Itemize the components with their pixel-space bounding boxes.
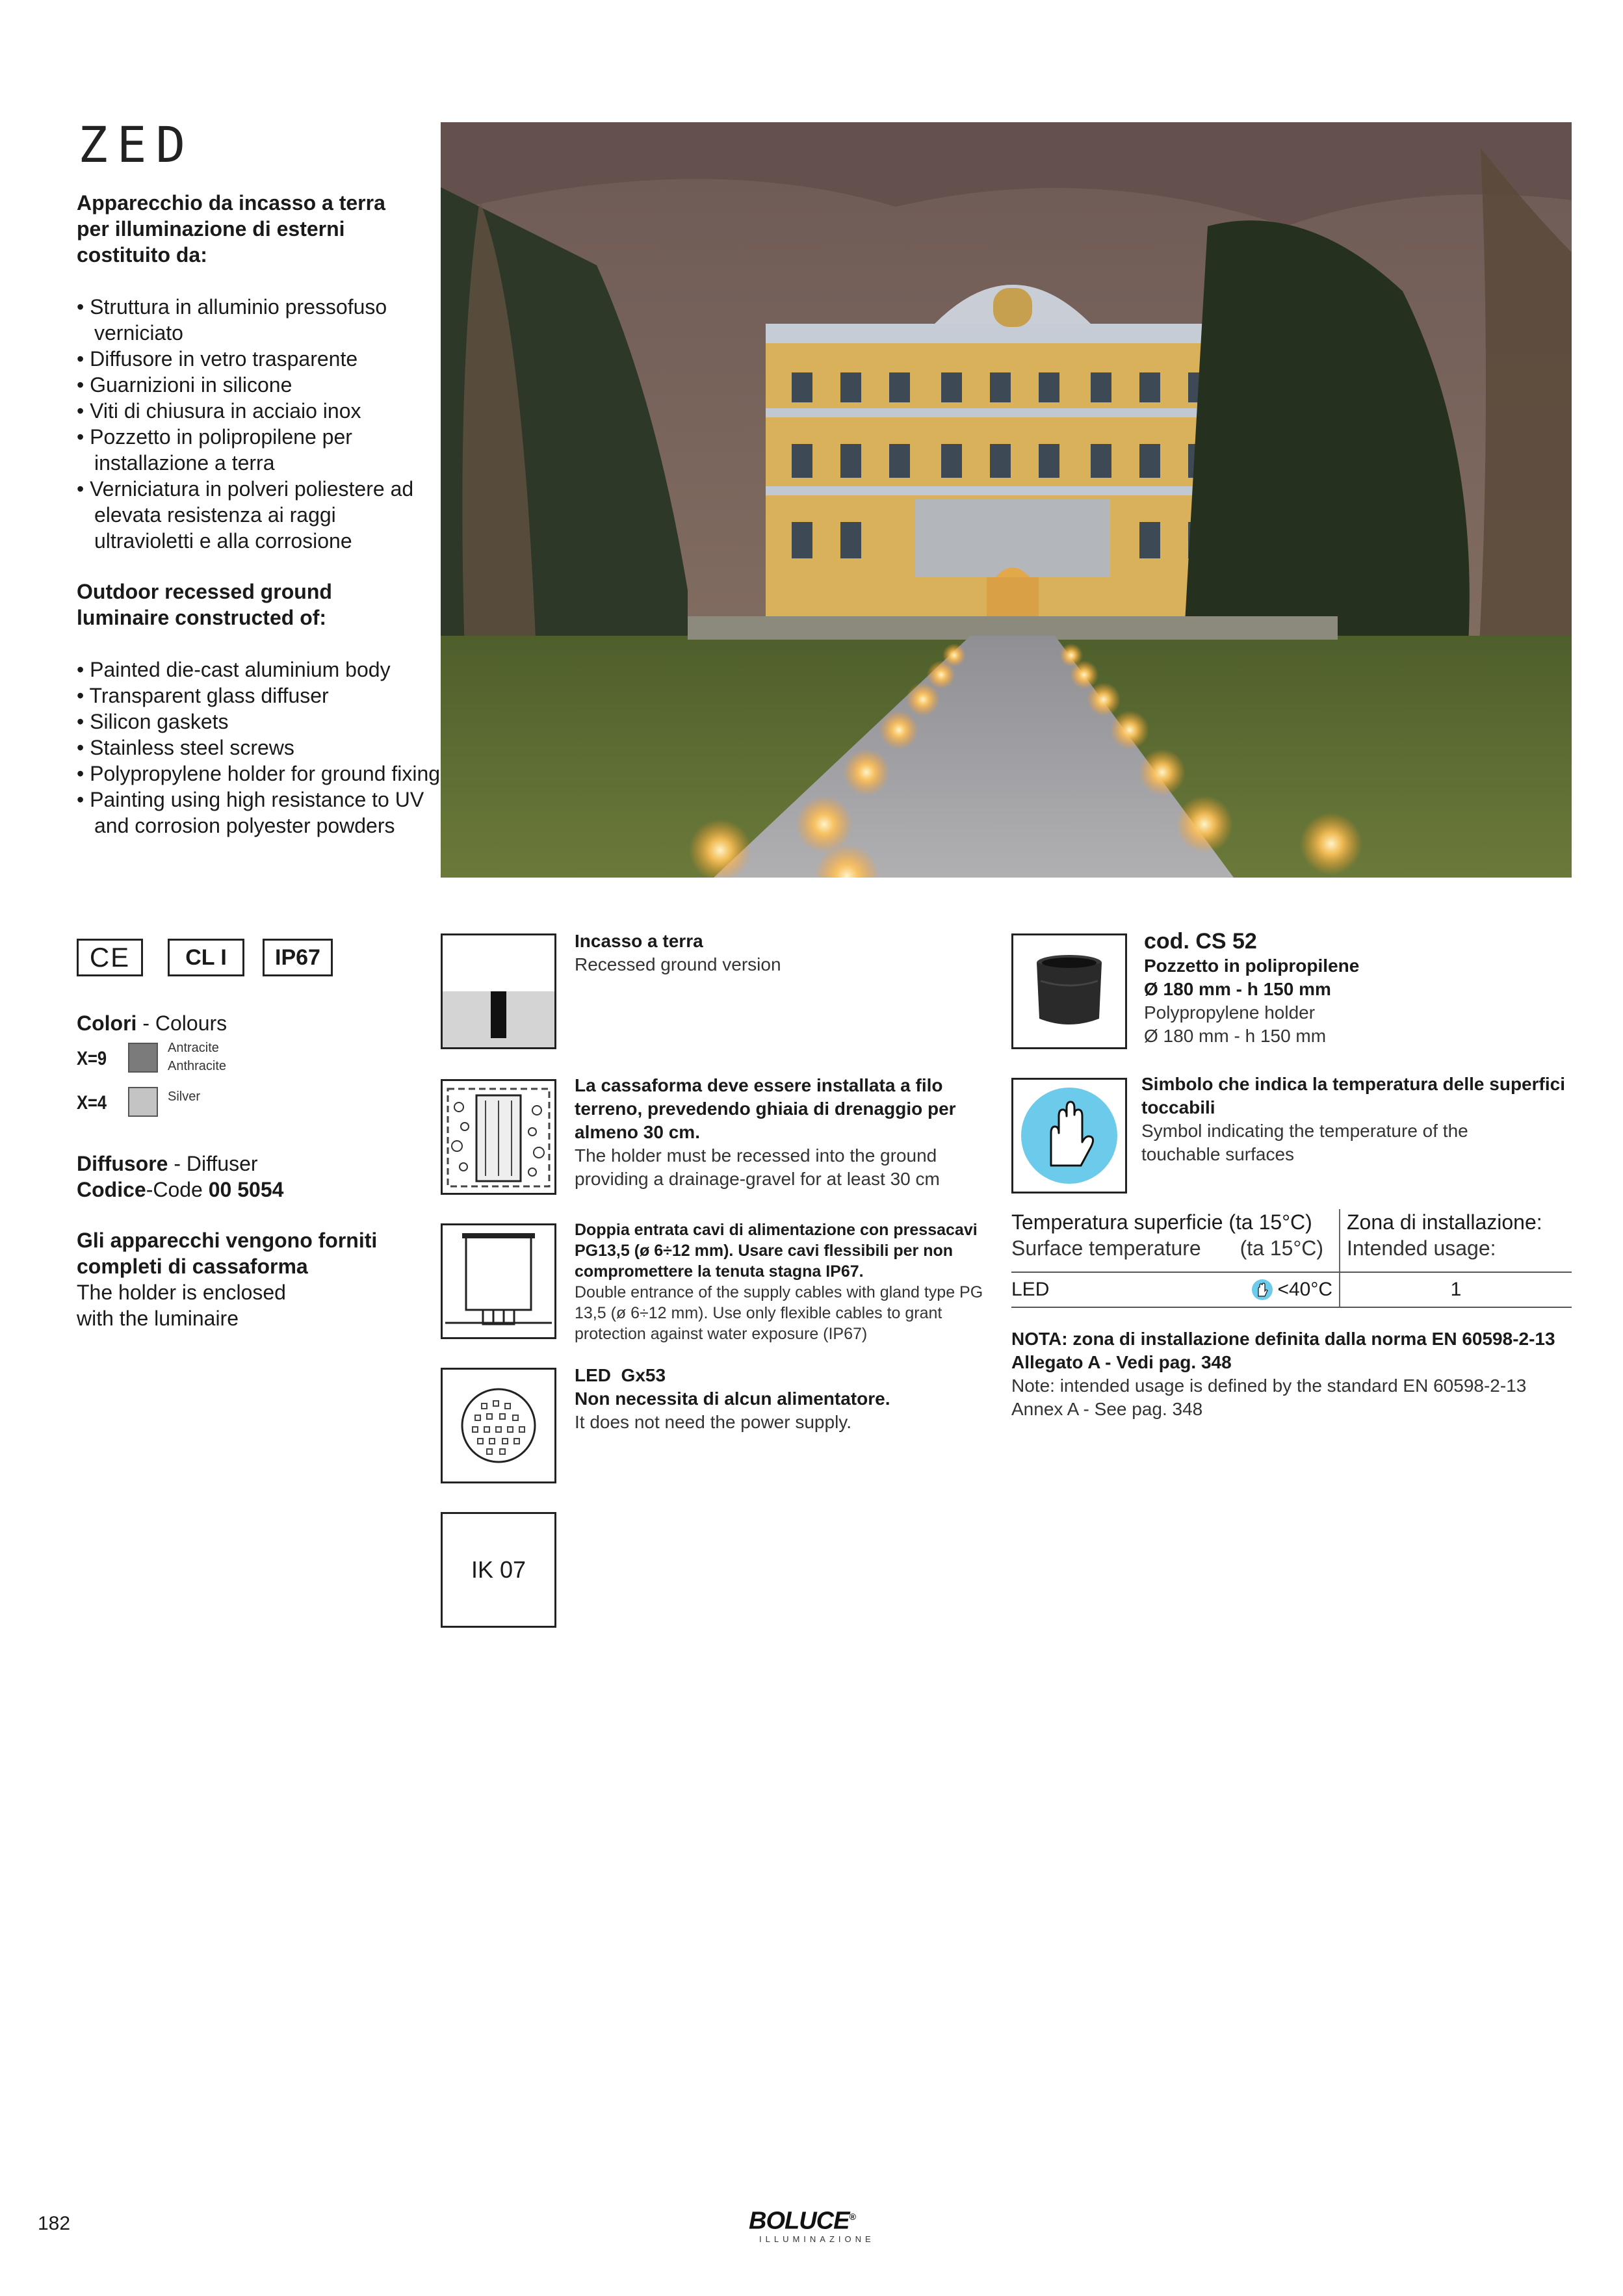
supplied-note [77, 1227, 415, 1331]
note-bold-2: Allegato A - Vedi pag. 348 [1011, 1352, 1232, 1372]
class-label: CL I [185, 945, 227, 970]
intro-en-list [77, 657, 441, 839]
list-item: • Diffusore in vetro trasparente [77, 346, 441, 372]
header-temp-en: Surface temperature [1011, 1236, 1201, 1260]
page-title: ZED [78, 116, 195, 174]
ip-badge [263, 939, 333, 976]
diffuser-info [77, 1151, 283, 1203]
recessed-ground-icon [441, 933, 556, 1049]
table-header-usage [1339, 1209, 1542, 1272]
list-item: • Silicon gaskets [77, 709, 441, 735]
spec-table [1011, 1209, 1572, 1308]
led-array-icon [441, 1368, 556, 1483]
holder-code: cod. CS 52 [1144, 929, 1257, 954]
temperature-symbol-normal: Symbol indicating the temperature of the touchable surfaces [1141, 1121, 1468, 1164]
row-label: LED [1011, 1279, 1050, 1300]
feature-normal: Recessed ground version [575, 954, 781, 974]
code-label-rest: -Code [146, 1178, 209, 1201]
feature-recessed-text [575, 930, 991, 976]
row-zone: 1 [1339, 1273, 1572, 1307]
holder-text [1144, 928, 1560, 1048]
logo-sub: ILLUMINAZIONE [759, 2234, 875, 2244]
ce-mark-badge [77, 939, 143, 976]
list-item: • Painted die-cast aluminium body [77, 657, 441, 683]
list-item: • Transparent glass diffuser [77, 683, 441, 709]
feature-normal: The holder must be recessed into the ground providing a drainage-gravel for at least 30 cm [575, 1145, 940, 1189]
holder-normal-1: Polypropylene holder [1144, 1002, 1316, 1023]
colour-code-x4: X=4 [77, 1092, 107, 1114]
feature-bold: Doppia entrata cavi di alimentazione con pressacavi PG13,5 (ø 6÷12 mm). Usare cavi flessibili per non compromettere la tenuta stagna IP67. [575, 1221, 978, 1281]
ip-label: IP67 [275, 945, 320, 970]
temperature-symbol-bold: Simbolo che indica la temperatura delle superfici toccabili [1141, 1074, 1565, 1117]
intro-en [77, 579, 441, 839]
feature-led-text [575, 1364, 991, 1434]
list-item: • Polypropylene holder for ground fixing [77, 761, 441, 787]
colour-name-en: Anthracite [168, 1059, 227, 1073]
header-temp-it-ta: (ta 15°C) [1228, 1210, 1312, 1234]
list-item: • Painting using high resistance to UV and corrosion polyester powders [77, 787, 441, 839]
feature-bold: Non necessita di alcun alimentatore. [575, 1389, 890, 1409]
logo-mark: ® [849, 2211, 855, 2222]
header-usage-en: Intended usage: [1347, 1236, 1496, 1260]
hand-temperature-icon [1011, 1078, 1127, 1194]
list-item: • Guarnizioni in silicone [77, 372, 441, 398]
colour-swatch-silver [128, 1087, 158, 1117]
intro-en-heading: Outdoor recessed ground luminaire constructed of: [77, 580, 332, 629]
holder-bold-1: Pozzetto in polipropilene [1144, 956, 1360, 976]
diffuser-label-rest: - Diffuser [168, 1152, 258, 1175]
usage-note [1011, 1327, 1570, 1421]
row-temp: <40°C [1277, 1279, 1332, 1300]
intro-it-heading: Apparecchio da incasso a terra per illuminazione di esterni costituito da: [77, 191, 385, 267]
colour-code-x9: X=9 [77, 1048, 107, 1069]
diffuser-code: 00 5054 [208, 1178, 284, 1201]
row-temp-cell [1239, 1279, 1339, 1301]
list-item: • Viti di chiusura in acciaio inox [77, 398, 441, 424]
supplied-bold: Gli apparecchi vengono forniti completi di cassaforma [77, 1229, 378, 1278]
ik-rating-box [441, 1512, 556, 1628]
code-label-bold: Codice [77, 1178, 146, 1201]
intro-it [77, 190, 441, 554]
product-photo [441, 122, 1572, 878]
colours-heading [77, 1011, 227, 1036]
list-item: • Verniciatura in polveri poliestere ad elevata resistenza ai raggi ultravioletti e alla corrosione [77, 476, 441, 554]
hand-small-icon [1251, 1279, 1273, 1301]
double-cable-entry-icon [441, 1223, 556, 1339]
supplied-normal: The holder is enclosed with the luminaire [77, 1281, 286, 1330]
holder-bold-2: Ø 180 mm - h 150 mm [1144, 979, 1331, 999]
feature-normal: It does not need the power supply. [575, 1412, 851, 1432]
brand-logo [749, 2204, 875, 2244]
table-row [1011, 1272, 1572, 1308]
colour-name-anthracite [168, 1039, 226, 1075]
list-item: • Pozzetto in polipropilene per installazione a terra [77, 424, 441, 476]
colour-swatch-anthracite [128, 1043, 158, 1073]
logo-main: BOLUCE [749, 2207, 850, 2235]
feature-bold-1: LED Gx53 [575, 1365, 666, 1385]
list-item: • Struttura in alluminio pressofuso verniciato [77, 294, 441, 346]
header-usage-it: Zona di installazione: [1347, 1210, 1542, 1234]
drainage-gravel-icon [441, 1079, 556, 1195]
note-normal-2: Annex A - See pag. 348 [1011, 1399, 1203, 1419]
note-bold-1: NOTA: zona di installazione definita dalla norma EN 60598-2-13 [1011, 1329, 1555, 1349]
list-item: • Stainless steel screws [77, 735, 441, 761]
page-number: 182 [38, 2213, 71, 2234]
diffuser-label-bold: Diffusore [77, 1152, 168, 1175]
feature-bold: La cassaforma deve essere installata a filo terreno, prevedendo ghiaia di drenaggio per almeno 30 cm. [575, 1075, 956, 1142]
header-temp-en-ta: (ta 15°C) [1240, 1236, 1323, 1260]
colour-name-it: Antracite [168, 1041, 219, 1055]
temperature-symbol-text [1141, 1073, 1570, 1166]
feature-normal: Double entrance of the supply cables with gland type PG 13,5 (ø 6÷12 mm). Use only flexible cables to grant protection against water exposure (IP67) [575, 1283, 983, 1343]
ce-mark: CE [89, 942, 131, 972]
intro-it-list [77, 294, 441, 554]
colours-label-bold: Colori [77, 1011, 137, 1035]
note-normal-1: Note: intended usage is defined by the standard EN 60598-2-13 [1011, 1376, 1527, 1396]
holder-image [1011, 933, 1127, 1049]
feature-bold: Incasso a terra [575, 931, 703, 951]
table-header-temperature [1011, 1209, 1339, 1272]
colours-label-rest: - Colours [136, 1011, 227, 1035]
colour-name-silver: Silver [168, 1089, 201, 1104]
holder-normal-2: Ø 180 mm - h 150 mm [1144, 1026, 1327, 1046]
feature-cable-text [575, 1220, 997, 1344]
ik-rating: IK 07 [471, 1556, 526, 1583]
feature-drainage-text [575, 1074, 978, 1191]
class-badge [168, 939, 244, 976]
header-temp-it: Temperatura superficie [1011, 1210, 1223, 1234]
